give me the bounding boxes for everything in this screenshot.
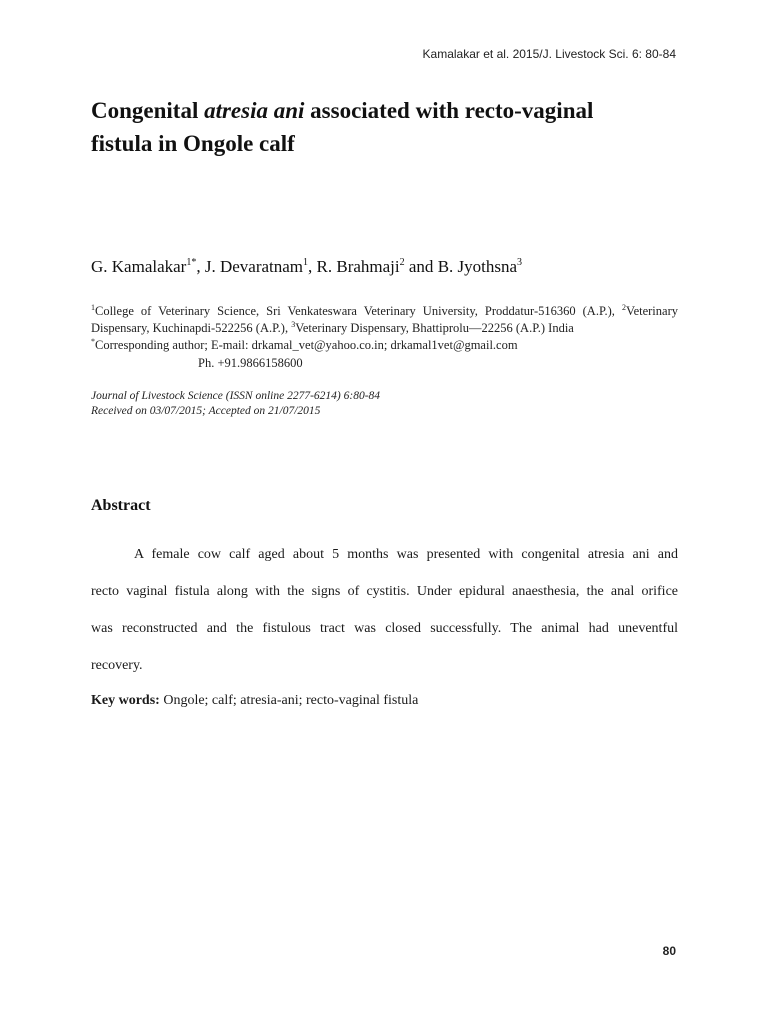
title-italic: atresia ani: [204, 98, 305, 123]
affiliations: [91, 303, 678, 354]
affiliation-superscript: 1: [91, 303, 95, 312]
abstract-line: recto vaginal fistula along with the signs of cystitis. Under epidural anaesthesia, the anal orifice: [91, 584, 678, 599]
author-list: [91, 257, 522, 277]
affiliation-line: [91, 303, 678, 320]
journal-info: [91, 389, 380, 419]
author-name: B. Jyothsna: [437, 257, 518, 276]
author-superscript: 2: [399, 257, 405, 268]
title-part2: associated with recto-vaginal: [304, 98, 594, 123]
author-superscript: 3: [517, 257, 523, 268]
abstract-heading: Abstract: [91, 497, 151, 514]
corresponding-author-text: Corresponding author; E-mail: drkamal_vet@yahoo.co.in; drkamal1vet@gmail.com: [95, 338, 518, 352]
abstract-line: was reconstructed and the fistulous tract was closed successfully. The animal had uneventful: [91, 621, 678, 636]
running-header: Kamalakar et al. 2015/J. Livestock Sci. 6: 80-84: [422, 47, 676, 61]
title-part1: Congenital: [91, 98, 205, 123]
received-line: Received on 03/07/2015; Accepted on 21/07/2015: [91, 405, 321, 417]
paper-title: [91, 94, 691, 160]
affiliation-text: Veterinary Dispensary, Bhattiprolu—22256 (A.P.) India: [295, 321, 574, 335]
title-line2: fistula in Ongole calf: [91, 131, 295, 156]
affiliation-text: Dispensary, Kuchinapdi-522256 (A.P.),: [91, 321, 292, 335]
affiliation-text: College of Veterinary Science, Sri Venkateswara Veterinary University, Proddatur-516360 (A.P.),: [95, 304, 622, 318]
phone-number: Ph. +91.9866158600: [198, 356, 303, 370]
abstract-body: [91, 536, 678, 684]
author-name: G. Kamalakar: [91, 257, 187, 276]
keywords-text: Ongole; calf; atresia-ani; recto-vaginal fistula: [159, 693, 419, 708]
keywords: [91, 693, 418, 709]
author-separator: ,: [196, 257, 205, 276]
corresponding-author: [91, 337, 678, 354]
page-number: 80: [662, 944, 676, 958]
affiliation-superscript: 3: [291, 320, 296, 329]
author-superscript: 1: [303, 257, 309, 268]
affiliation-text: Veterinary: [625, 304, 678, 318]
affiliation-superscript: *: [91, 337, 95, 346]
author-name: R. Brahmaji: [316, 257, 400, 276]
author-separator: and: [404, 257, 438, 276]
affiliation-line: [91, 320, 678, 337]
journal-line: Journal of Livestock Science (ISSN online 2277-6214) 6:80-84: [91, 390, 381, 402]
abstract-line: A female cow calf aged about 5 months was presented with congenital atresia ani and: [134, 547, 678, 562]
author-separator: ,: [308, 257, 317, 276]
abstract-line: recovery.: [91, 658, 143, 673]
keywords-label: Key words:: [91, 693, 160, 708]
affiliation-superscript: 2: [621, 303, 626, 312]
author-superscript: 1*: [186, 257, 197, 268]
author-name: J. Devaratnam: [204, 257, 304, 276]
